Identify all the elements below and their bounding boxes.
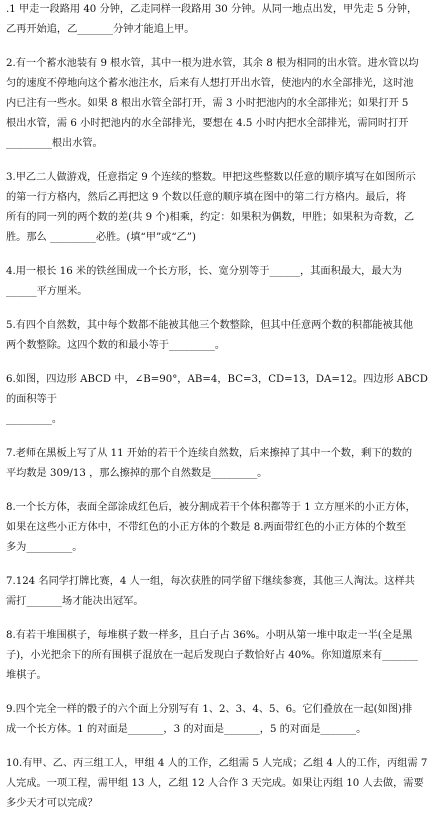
problem-12-line-2: 人完成。一项工程，需甲组 13 人，乙组 12 人合作 3 天完成。如果让丙组 10 人去做，需要: [6, 778, 424, 789]
problem-8: [6, 498, 430, 558]
problem-7-line-1: 7.老师在黑板上写了从 11 开始的若干个连续自然数，后来擦掉了其中一个数，剩下的数的: [6, 448, 413, 459]
problem-6-line-2: _________。: [6, 414, 63, 425]
problem-9-line-1: 7.124 名同学打牌比赛，4 人一组，每次获胜的同学留下继续参赛，其他三人淘汰。这样共: [6, 576, 415, 587]
problem-12: [6, 754, 430, 814]
problem-4-line-1: 4.用一根长 16 米的铁丝围成一个长方形，长、宽分别等于______，其面积最大，最大为: [6, 266, 402, 277]
problem-10-line-1: 8.有若干堆围棋子，每堆棋子数一样多，且白子占 36%。小明从第一堆中取走一半(全是黑: [6, 630, 413, 641]
problem-2-line-5: _________根出水管。: [6, 138, 103, 149]
problem-4-line-2: ______平方厘米。: [6, 286, 88, 297]
problem-12-line-1: 10.有甲、乙、丙三组工人，甲组 4 人的工作，乙组需 5 人完成；乙组 4 人的工作，丙组需 7: [6, 758, 428, 769]
problem-8-line-1: 8.一个长方体，表面全部涂成红色后，被分割成若干个体积都等于 1 立方厘米的小正方体，: [6, 502, 416, 513]
problem-10-line-2: 子)，小光把余下的所有围棋子混放在一起后发现白子数恰好占 40%。你知道原来有_______: [6, 650, 418, 661]
problem-8-line-3: 多为_________。: [6, 542, 83, 553]
problem-4: [6, 262, 430, 302]
problem-10: [6, 626, 430, 686]
problem-11-line-1: 9.四个完全一样的骰子的六个面上分别写有 1、2、3、4、5、6。它们叠放在一起(如图)排: [6, 704, 413, 715]
problem-3-line-1: 3.甲乙二人做游戏，任意指定 9 个连续的整数。甲把这些整数以任意的顺序填写在如图所示: [6, 172, 416, 183]
problem-6-line-1: 6.如图，四边形 ABCD 中，∠B=90°，AB=4，BC=3，CD=13，DA=12。四边形 ABCD 的面积等于: [6, 374, 428, 405]
problem-1: [6, 0, 430, 40]
problem-9-line-2: 需打_______场才能决出冠军。: [6, 596, 144, 607]
problem-11-line-2: 成一个长方体。1 的对面是_______，3 的对面是_______，5 的对面是_______。: [6, 724, 367, 735]
problem-5-line-2: 两个数整除。这四个数的和最小等于_________。: [6, 340, 226, 351]
problem-2-line-4: 根出水管，需 6 小时把池内的水全部排光，要想在 4.5 小时内把水全部排光，需同时打开: [6, 118, 409, 129]
problem-2-line-1: 2.有一个蓄水池装有 9 根水管，其中一根为进水管，其余 8 根为相同的出水管。进水管以均: [6, 58, 419, 69]
problem-10-line-3: 堆棋子。: [6, 670, 47, 681]
problem-7: [6, 444, 430, 484]
problem-7-line-2: 平均数是 309/13 ，那么擦掉的那个自然数是_________。: [6, 468, 268, 479]
problem-9: [6, 572, 430, 612]
problem-12-line-3: 多少天才可以完成？: [6, 798, 98, 809]
problem-3: [6, 168, 430, 248]
problem-1-line-1: .1 甲走一段路用 40 分钟，乙走同样一段路用 30 分钟。从同一地点出发，甲先走 5 分钟，: [6, 4, 418, 15]
problem-8-line-2: 如果在这些小正方体中，不带红色的小正方体的个数是 8.两面带红色的小正方体的个数至: [6, 522, 407, 533]
problem-11: [6, 700, 430, 740]
problem-2-line-3: 内已注有一些水。如果 8 根出水管全部打开，需 3 小时把池内的水全部排光；如果打开 5: [6, 98, 409, 109]
problem-2: [6, 54, 430, 154]
problem-3-line-4: 胜。那么 _________必胜。(填“甲”或“乙”): [6, 232, 196, 243]
problem-3-line-3: 所有的同一列的两个数的差(共 9 个)相乘，约定：如果积为偶数，甲胜；如果积为奇数，乙: [6, 212, 415, 223]
problem-6: [6, 370, 430, 430]
problem-1-line-2: 乙再开始追，乙_______分钟才能追上甲。: [6, 24, 195, 35]
problem-2-line-2: 匀的速度不停地向这个蓄水池注水，后来有人想打开出水管，使池内的水全部排光，这时池: [6, 78, 414, 89]
problem-3-line-2: 的第一行方格内，然后乙再把这 9 个数以任意的顺序填在图中的第二行方格内。最后，将: [6, 192, 407, 203]
problem-5-line-1: 5.有四个自然数，其中每个数都不能被其他三个数整除，但其中任意两个数的积都能被其他: [6, 320, 414, 331]
problem-5: [6, 316, 430, 356]
